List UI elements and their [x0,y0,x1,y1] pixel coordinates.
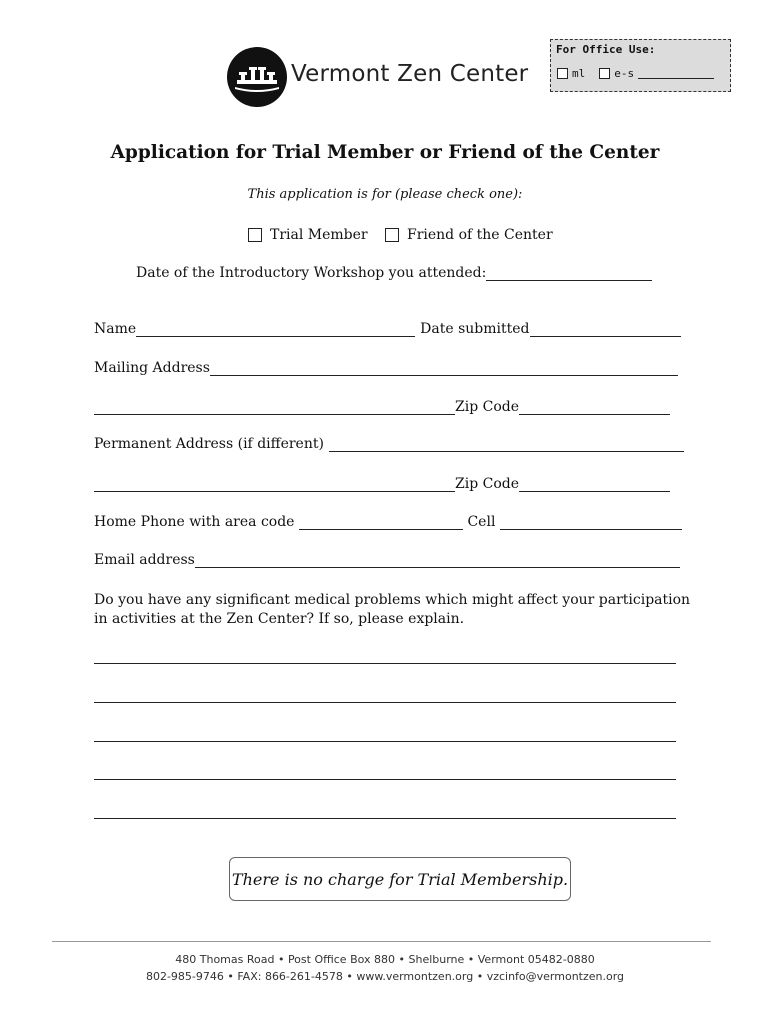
mailing-zip-row [94,399,670,415]
mailing-zip-field[interactable] [519,400,670,415]
mailing-address-line2-field[interactable] [94,400,455,415]
email-row [94,552,680,568]
medical-answer-line-1[interactable] [94,663,676,664]
mailing-address-row [94,360,678,376]
cell-label: Cell [467,514,496,530]
cell-field[interactable] [500,515,682,530]
es-field[interactable] [638,68,714,79]
email-field[interactable] [195,553,680,568]
name-label: Name [94,321,137,337]
home-phone-label: Home Phone with area code [94,514,295,530]
trial-member-label: Trial Member [270,227,368,243]
friend-checkbox[interactable] [385,228,399,242]
medical-question [94,591,690,629]
workshop-date-row [136,265,652,281]
ml-label: ml [572,67,586,80]
medical-answer-line-4[interactable] [94,779,676,780]
org-name: Vermont Zen Center [291,61,529,87]
zip-code-label: Zip Code [455,476,520,492]
permanent-address-line2-field[interactable] [94,477,455,492]
medical-question-line2: in activities at the Zen Center? If so, please explain. [94,611,465,627]
ml-checkbox[interactable] [557,68,568,79]
zen-center-logo-icon [227,47,287,107]
workshop-date-field[interactable] [486,266,652,281]
medical-answer-line-2[interactable] [94,702,676,703]
footer-address: 480 Thomas Road • Post Office Box 880 • Shelburne • Vermont 05482-0880 [175,953,595,966]
name-row [94,321,681,337]
workshop-date-label: Date of the Introductory Workshop you attended: [136,265,487,281]
permanent-zip-field[interactable] [519,477,670,492]
trial-member-option[interactable] [248,227,368,243]
mailing-address-label: Mailing Address [94,360,210,376]
friend-label: Friend of the Center [407,227,553,243]
date-submitted-field[interactable] [530,322,681,337]
form-title: Application for Trial Member or Friend of the Center [110,142,660,163]
medical-answer-line-5[interactable] [94,818,676,819]
trial-member-checkbox[interactable] [248,228,262,242]
office-use-box [550,39,731,92]
office-use-title: For Office Use: [556,43,656,56]
form-subtitle: This application is for (please check one): [247,187,523,202]
trial-membership-note: There is no charge for Trial Membership. [229,857,571,901]
zip-code-label: Zip Code [455,399,520,415]
es-label: e-s [614,67,635,80]
permanent-address-label: Permanent Address (if different) [94,436,324,452]
email-label: Email address [94,552,195,568]
es-checkbox[interactable] [599,68,610,79]
office-use-row [557,67,714,80]
footer-contact: 802-985-9746 • FAX: 866-261-4578 • www.vermontzen.org • vzcinfo@vermontzen.org [145,970,625,983]
friend-option[interactable] [385,227,553,243]
logo-mark [227,47,287,107]
permanent-zip-row [94,476,670,492]
date-submitted-label: Date submitted [420,321,530,337]
phone-row [94,514,682,530]
name-field[interactable] [136,322,415,337]
medical-question-line1: Do you have any significant medical problems which might affect your participation [94,592,691,608]
permanent-address-row [94,436,684,452]
mailing-address-field[interactable] [210,361,678,376]
permanent-address-field[interactable] [329,437,684,452]
footer-divider [52,941,711,942]
medical-answer-line-3[interactable] [94,741,676,742]
home-phone-field[interactable] [299,515,463,530]
